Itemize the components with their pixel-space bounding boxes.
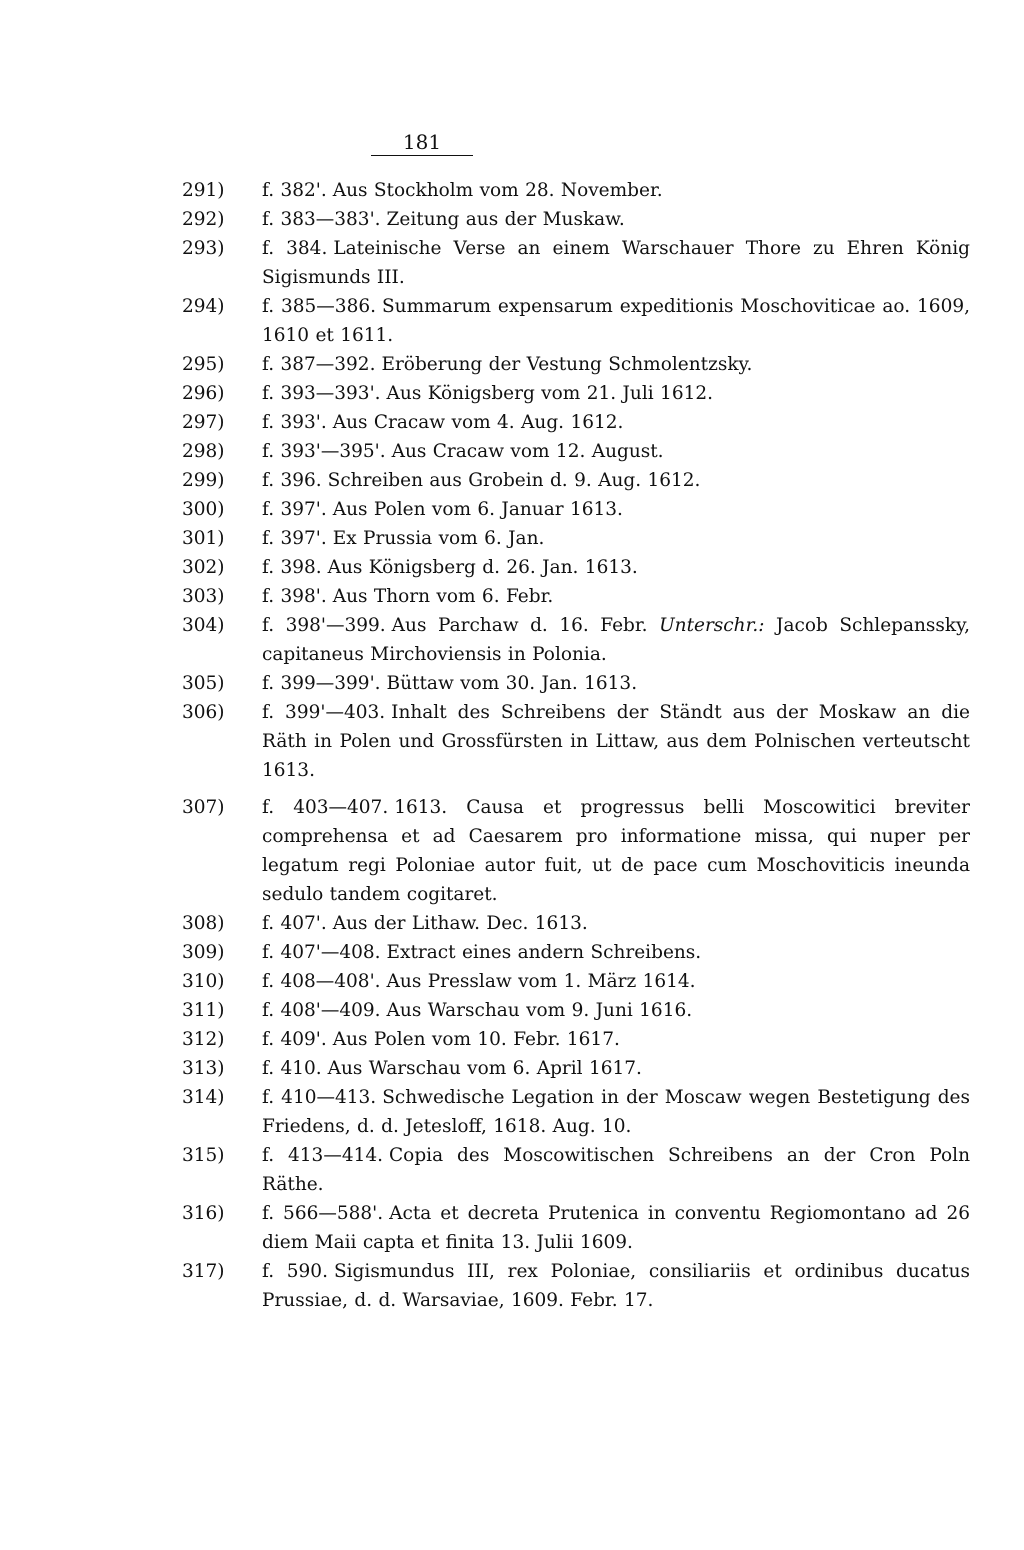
entry — [182, 611, 971, 669]
entry — [182, 1083, 970, 1141]
entry-number: 299) — [182, 470, 225, 491]
entry-text: Zeitung aus der Muskaw. — [386, 209, 625, 230]
entry — [182, 1141, 971, 1199]
entry-folio: f. 410. — [262, 1058, 322, 1079]
entry-text: Extract eines andern Schreibens. — [386, 942, 702, 963]
entry-number: 302) — [182, 557, 225, 578]
entry-folio: f. 387—392. — [262, 354, 376, 375]
entry-text: Aus der Lithaw. Dec. 1613. — [332, 913, 588, 934]
entry-number: 291) — [182, 180, 225, 201]
entry-text: Schwedische Legation in der Moscaw wegen Bestetigung des Friedens, d. d. Jetesloff, 1618. Aug. 10. — [262, 1087, 970, 1137]
entry — [182, 408, 970, 437]
entry-folio: f. 383—383'. — [262, 209, 381, 230]
entry — [182, 350, 970, 379]
entry-text: Aus Polen vom 6. Januar 1613. — [332, 499, 623, 520]
entry-number: 313) — [182, 1058, 225, 1079]
entry-text: Aus Königsberg d. 26. Jan. 1613. — [327, 557, 638, 578]
entry-number: 305) — [182, 673, 225, 694]
entry-number: 292) — [182, 209, 225, 230]
entry-list — [0, 176, 1024, 1315]
entry — [182, 379, 970, 408]
entry-number: 317) — [182, 1261, 225, 1282]
entry-number: 300) — [182, 499, 225, 520]
entry — [182, 1257, 971, 1315]
entry-folio: f. 382'. — [262, 180, 327, 201]
entry-folio: f. 397'. — [262, 528, 327, 549]
entry-text: Aus Königsberg vom 21. Juli 1612. — [386, 383, 714, 404]
entry-folio: f. 385—386. — [262, 296, 376, 317]
entry-text-continued: Jacob Schlepanssky, capitaneus Mirchoviensis in Polonia. — [262, 615, 971, 665]
entry-number: 296) — [182, 383, 225, 404]
entry-text: Ex Prussia vom 6. Jan. — [332, 528, 545, 549]
entry-number: 298) — [182, 441, 225, 462]
entry-text: Aus Parchaw d. 16. Febr. — [391, 615, 648, 636]
entry — [182, 996, 970, 1025]
entry-folio: f. 408—408'. — [262, 971, 381, 992]
entry-number: 309) — [182, 942, 225, 963]
entry-text: Lateinische Verse an einem Warschauer Thore zu Ehren König Sigismunds III. — [262, 238, 970, 288]
entry-number: 307) — [182, 797, 225, 818]
entry — [182, 292, 971, 350]
entry — [182, 553, 970, 582]
entry-number: 308) — [182, 913, 225, 934]
entry — [182, 909, 970, 938]
entry-text: Acta et decreta Prutenica in conventu Regiomontano ad 26 diem Maii capta et finita 13. Julii 1609. — [262, 1203, 970, 1253]
entry-number: 312) — [182, 1029, 225, 1050]
entry-folio: f. 566—588'. — [262, 1203, 384, 1224]
entry-text: Eröberung der Vestung Schmolentzsky. — [381, 354, 753, 375]
entry-text: Aus Cracaw vom 4. Aug. 1612. — [332, 412, 624, 433]
page-number: 181 — [402, 130, 442, 154]
entry — [182, 437, 970, 466]
entry-folio: f. 397'. — [262, 499, 327, 520]
entry-number: 306) — [182, 702, 225, 723]
entry — [182, 205, 970, 234]
entry — [182, 1054, 970, 1083]
entry-folio: f. 413—414. — [262, 1145, 384, 1166]
entry-folio: f. 398'—399. — [262, 615, 386, 636]
entry-folio: f. 393'—395'. — [262, 441, 386, 462]
entry-text: Aus Stockholm vom 28. November. — [332, 180, 663, 201]
entry — [182, 1199, 970, 1257]
entry-text: Summarum expensarum expeditionis Moschoviticae ao. 1609, 1610 et 1611. — [262, 296, 971, 346]
entry-text: Sigismundus III, rex Poloniae, consiliariis et ordinibus ducatus Prussiae, d. d. Warsaviae, 1609. Febr. 17. — [262, 1261, 971, 1311]
entry-folio: f. 408'—409. — [262, 1000, 381, 1021]
entry-folio: f. 396. — [262, 470, 322, 491]
entry — [182, 176, 970, 205]
entry-number: 316) — [182, 1203, 225, 1224]
entry-number: 303) — [182, 586, 225, 607]
entry-folio: f. 590. — [262, 1261, 328, 1282]
entry-text: Aus Cracaw vom 12. August. — [391, 441, 664, 462]
entry-folio: f. 393—393'. — [262, 383, 381, 404]
entry-number: 295) — [182, 354, 225, 375]
entry-folio: f. 399—399'. — [262, 673, 381, 694]
entry-folio: f. 407'—408. — [262, 942, 381, 963]
entry-folio: f. 393'. — [262, 412, 327, 433]
entry-number: 315) — [182, 1145, 225, 1166]
entry-folio: f. 398'. — [262, 586, 327, 607]
entry — [182, 1025, 970, 1054]
entry — [182, 793, 970, 909]
entry-number: 301) — [182, 528, 225, 549]
entry-text: Schreiben aus Grobein d. 9. Aug. 1612. — [327, 470, 701, 491]
entry-text: Aus Thorn vom 6. Febr. — [332, 586, 554, 607]
entry — [182, 938, 970, 967]
entry-folio: f. 410—413. — [262, 1087, 377, 1108]
entry-text: Copia des Moscowitischen Schreibens an der Cron Poln Räthe. — [262, 1145, 971, 1195]
entry-folio: f. 407'. — [262, 913, 327, 934]
entry-folio: f. 398. — [262, 557, 322, 578]
entry — [182, 698, 970, 785]
entry — [182, 669, 970, 698]
entry-number: 297) — [182, 412, 225, 433]
entry — [182, 967, 970, 996]
page-number-rule — [371, 155, 473, 156]
entry-number: 311) — [182, 1000, 225, 1021]
entry-number: 314) — [182, 1087, 225, 1108]
entry-text: Aus Warschau vom 6. April 1617. — [327, 1058, 642, 1079]
entry-text: 1613. Causa et progressus belli Moscowitici breviter comprehensa et ad Caesarem pro informatione missa, qui nuper per legatum regi Poloniae autor fuit, ut de pace cum Moschoviticis ineunda sedulo tandem cogitaret. — [262, 797, 970, 905]
entry-number: 304) — [182, 615, 225, 636]
entry-italic-note: Unterschr.: — [659, 615, 765, 636]
entry-number: 293) — [182, 238, 225, 259]
entry-text: Aus Warschau vom 9. Juni 1616. — [386, 1000, 693, 1021]
entry — [182, 234, 970, 292]
entry-folio: f. 384. — [262, 238, 328, 259]
entry — [182, 466, 970, 495]
entry-folio: f. 399'—403. — [262, 702, 386, 723]
entry-folio: f. 403—407. — [262, 797, 389, 818]
entry — [182, 582, 970, 611]
entry — [182, 495, 970, 524]
entry — [182, 524, 970, 553]
entry-text: Inhalt des Schreibens der Ständt aus der Moskaw an die Räth in Polen und Grossfürsten in Littaw, aus dem Polnischen verteutscht 1613. — [262, 702, 970, 781]
entry-folio: f. 409'. — [262, 1029, 327, 1050]
entry-text: Aus Presslaw vom 1. März 1614. — [386, 971, 696, 992]
entry-number: 294) — [182, 296, 225, 317]
entry-text: Büttaw vom 30. Jan. 1613. — [386, 673, 638, 694]
entry-number: 310) — [182, 971, 225, 992]
entry-text: Aus Polen vom 10. Febr. 1617. — [332, 1029, 620, 1050]
